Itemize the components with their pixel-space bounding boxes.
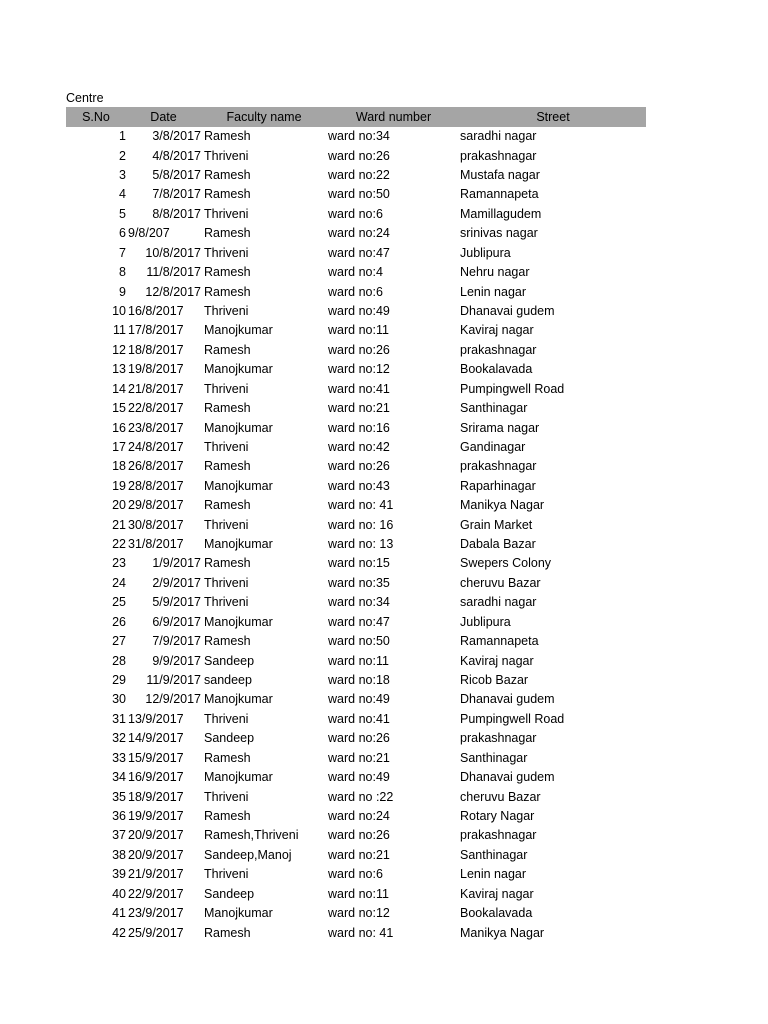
cell-date: 16/9/2017 (128, 770, 184, 785)
cell-ward: ward no:49 (328, 692, 390, 707)
table-row (66, 477, 646, 496)
cell-street: Gandinagar (460, 439, 526, 454)
cell-ward: ward no:34 (328, 595, 390, 610)
cell-street: Dhanavai gudem (460, 692, 555, 707)
cell-sno: 9 (119, 284, 126, 299)
table-row (66, 710, 646, 729)
cell-sno: 26 (112, 614, 126, 629)
cell-ward: ward no:22 (328, 168, 390, 183)
cell-faculty: Thriveni (204, 595, 249, 610)
table-row (66, 321, 646, 340)
cell-sno: 30 (112, 692, 126, 707)
cell-faculty: Thriveni (204, 245, 249, 260)
cell-street: Bookalavada (460, 906, 533, 921)
cell-date: 22/8/2017 (128, 401, 184, 416)
cell-faculty: Sandeep (204, 731, 255, 746)
cell-ward: ward no:6 (328, 206, 383, 221)
cell-sno: 20 (112, 498, 126, 513)
cell-ward: ward no:49 (328, 770, 390, 785)
cell-faculty: Ramesh (204, 925, 251, 940)
cell-street: prakashnagar (460, 148, 537, 163)
column-header-ward: Ward number (327, 107, 460, 127)
cell-street: Jublipura (460, 245, 511, 260)
cell-ward: ward no:24 (328, 226, 390, 241)
cell-date: 7/9/2017 (152, 634, 201, 649)
cell-date: 21/9/2017 (128, 867, 184, 882)
cell-street: Grain Market (460, 517, 533, 532)
cell-faculty: Ramesh (204, 750, 251, 765)
cell-faculty: Manojkumar (204, 906, 273, 921)
cell-date: 11/8/2017 (146, 265, 201, 280)
cell-date: 20/9/2017 (128, 828, 184, 843)
cell-faculty: Sandeep (204, 653, 255, 668)
cell-faculty: Thriveni (204, 575, 249, 590)
cell-street: Lenin nagar (460, 284, 527, 299)
cell-street: Ramannapeta (460, 187, 539, 202)
cell-faculty: Thriveni (204, 711, 249, 726)
cell-street: Dhanavai gudem (460, 304, 555, 318)
cell-date: 9/9/2017 (152, 653, 201, 668)
cell-sno: 33 (112, 750, 126, 765)
cell-ward: ward no:21 (328, 750, 390, 765)
cell-street: Santhinagar (460, 750, 528, 765)
cell-date: 17/8/2017 (128, 323, 184, 338)
cell-faculty: Manojkumar (204, 537, 273, 552)
column-header-date: Date (126, 107, 201, 127)
cell-ward: ward no:41 (328, 711, 390, 726)
cell-sno: 8 (119, 265, 126, 280)
cell-sno: 39 (112, 867, 126, 882)
cell-date: 18/9/2017 (128, 789, 184, 804)
cell-faculty: Ramesh (204, 342, 251, 357)
table-row (66, 399, 646, 418)
table-row (66, 807, 646, 826)
cell-street: prakashnagar (460, 459, 537, 474)
cell-faculty: Thriveni (204, 304, 249, 318)
table-row (66, 749, 646, 768)
cell-ward: ward no:26 (328, 459, 390, 474)
cell-ward: ward no:41 (328, 381, 390, 396)
cell-date: 21/8/2017 (128, 381, 184, 396)
cell-date: 4/8/2017 (152, 148, 201, 163)
cell-sno: 11 (113, 323, 126, 338)
cell-street: Santhinagar (460, 401, 528, 416)
cell-date: 31/8/2017 (128, 537, 184, 552)
cell-ward: ward no:47 (328, 245, 390, 260)
cell-ward: ward no:26 (328, 342, 390, 357)
cell-date: 9/8/207 (128, 226, 170, 241)
cell-faculty: Sandeep,Manoj (204, 847, 292, 862)
cell-ward: ward no:26 (328, 731, 390, 746)
table-row (66, 205, 646, 224)
cell-street: Dhanavai gudem (460, 770, 555, 785)
table-body (66, 127, 646, 943)
cell-faculty: Sandeep (204, 886, 255, 901)
cell-street: Bookalavada (460, 362, 533, 377)
cell-sno: 6 (119, 226, 126, 241)
table-row (66, 574, 646, 593)
cell-street: Swepers Colony (460, 556, 552, 571)
cell-ward: ward no:35 (328, 575, 390, 590)
cell-faculty: Manojkumar (204, 770, 273, 785)
cell-faculty: Manojkumar (204, 362, 273, 377)
cell-date: 14/9/2017 (128, 731, 184, 746)
cell-street: Ramannapeta (460, 634, 539, 649)
cell-street: Nehru nagar (460, 265, 530, 280)
cell-ward: ward no:11 (328, 323, 389, 338)
table-row (66, 671, 646, 690)
cell-sno: 35 (112, 789, 126, 804)
cell-date: 20/9/2017 (128, 847, 184, 862)
cell-sno: 2 (119, 148, 126, 163)
cell-sno: 24 (112, 575, 126, 590)
cell-street: Raparhinagar (460, 478, 536, 493)
cell-faculty: sandeep (204, 673, 252, 688)
table-row (66, 224, 646, 243)
cell-sno: 1 (119, 129, 126, 144)
table-row (66, 865, 646, 884)
cell-date: 12/8/2017 (145, 284, 201, 299)
cell-sno: 37 (112, 828, 126, 843)
cell-faculty: Ramesh (204, 498, 251, 513)
cell-sno: 15 (112, 401, 126, 416)
cell-faculty: Ramesh (204, 808, 251, 823)
cell-sno: 10 (112, 304, 126, 318)
cell-date: 15/9/2017 (128, 750, 184, 765)
cell-date: 19/8/2017 (128, 362, 184, 377)
cell-sno: 5 (119, 206, 126, 221)
table-row (66, 826, 646, 845)
cell-street: prakashnagar (460, 828, 537, 843)
cell-street: Kaviraj nagar (460, 323, 534, 338)
cell-ward: ward no:50 (328, 634, 390, 649)
table-row (66, 341, 646, 360)
cell-ward: ward no:34 (328, 129, 390, 144)
cell-date: 16/8/2017 (128, 304, 184, 318)
table-row (66, 244, 646, 263)
cell-ward: ward no:12 (328, 362, 390, 377)
table-row (66, 515, 646, 534)
cell-sno: 42 (112, 925, 126, 940)
cell-faculty: Thriveni (204, 789, 249, 804)
cell-sno: 31 (112, 711, 126, 726)
cell-date: 7/8/2017 (152, 187, 201, 202)
cell-street: Mustafa nagar (460, 168, 540, 183)
table-row (66, 613, 646, 632)
cell-faculty: Ramesh (204, 634, 251, 649)
cell-faculty: Thriveni (204, 148, 249, 163)
cell-faculty: Ramesh (204, 129, 251, 144)
table-row (66, 302, 646, 321)
cell-ward: ward no:15 (328, 556, 390, 571)
cell-street: saradhi nagar (460, 595, 537, 610)
cell-faculty: Thriveni (204, 867, 249, 882)
table-row (66, 904, 646, 923)
cell-date: 10/8/2017 (145, 245, 201, 260)
cell-street: Kaviraj nagar (460, 653, 534, 668)
cell-ward: ward no:11 (328, 653, 389, 668)
cell-street: Rotary Nagar (460, 808, 535, 823)
cell-date: 23/9/2017 (128, 906, 184, 921)
cell-street: Dabala Bazar (460, 537, 536, 552)
cell-sno: 32 (112, 731, 126, 746)
cell-ward: ward no:12 (328, 906, 390, 921)
cell-ward: ward no:11 (328, 886, 389, 901)
cell-sno: 17 (112, 439, 126, 454)
cell-ward: ward no:6 (328, 867, 383, 882)
cell-sno: 4 (119, 187, 126, 202)
cell-faculty: Ramesh,Thriveni (204, 828, 299, 843)
table-row (66, 457, 646, 476)
cell-sno: 21 (112, 517, 126, 532)
cell-sno: 28 (112, 653, 126, 668)
cell-ward: ward no:26 (328, 148, 390, 163)
cell-date: 19/9/2017 (128, 808, 184, 823)
cell-street: Jublipura (460, 614, 511, 629)
cell-faculty: Ramesh (204, 168, 251, 183)
cell-ward: ward no:16 (328, 420, 390, 435)
column-header-faculty: Faculty name (201, 107, 327, 127)
cell-sno: 38 (112, 847, 126, 862)
cell-sno: 22 (112, 537, 126, 552)
header-row (66, 107, 646, 127)
cell-street: cheruvu Bazar (460, 575, 541, 590)
cell-ward: ward no:18 (328, 673, 390, 688)
cell-ward: ward no:24 (328, 808, 390, 823)
cell-faculty: Ramesh (204, 459, 251, 474)
cell-ward: ward no:43 (328, 478, 390, 493)
cell-street: Pumpingwell Road (460, 381, 565, 396)
table-row (66, 651, 646, 670)
cell-sno: 3 (119, 168, 126, 183)
cell-sno: 34 (112, 770, 126, 785)
cell-ward: ward no:47 (328, 614, 390, 629)
cell-sno: 29 (112, 673, 126, 688)
cell-sno: 16 (112, 420, 126, 435)
cell-sno: 12 (112, 342, 126, 357)
cell-street: saradhi nagar (460, 129, 537, 144)
cell-faculty: Manojkumar (204, 478, 273, 493)
cell-ward: ward no: 41 (328, 925, 394, 940)
cell-date: 12/9/2017 (145, 692, 201, 707)
cell-date: 6/9/2017 (152, 614, 201, 629)
cell-date: 11/9/2017 (146, 673, 201, 688)
cell-ward: ward no:21 (328, 401, 390, 416)
cell-faculty: Manojkumar (204, 323, 273, 338)
table-row (66, 360, 646, 379)
cell-street: cheruvu Bazar (460, 789, 541, 804)
cell-faculty: Thriveni (204, 381, 249, 396)
cell-street: Santhinagar (460, 847, 528, 862)
cell-faculty: Manojkumar (204, 614, 273, 629)
cell-ward: ward no: 13 (328, 537, 394, 552)
cell-street: Lenin nagar (460, 867, 527, 882)
cell-faculty: Thriveni (204, 206, 249, 221)
cell-faculty: Manojkumar (204, 692, 273, 707)
cell-ward: ward no:26 (328, 828, 390, 843)
column-header-street: Street (460, 107, 646, 127)
cell-street: prakashnagar (460, 342, 537, 357)
table-row (66, 282, 646, 301)
centre-table (66, 107, 646, 943)
cell-ward: ward no: 16 (328, 517, 394, 532)
cell-street: Mamillagudem (460, 206, 542, 221)
table-row (66, 379, 646, 398)
cell-street: Ricob Bazar (460, 673, 529, 688)
cell-date: 25/9/2017 (128, 925, 184, 940)
cell-ward: ward no:21 (328, 847, 390, 862)
cell-sno: 41 (112, 906, 126, 921)
table-row (66, 884, 646, 903)
table-row (66, 923, 646, 942)
cell-street: Kaviraj nagar (460, 886, 534, 901)
cell-sno: 40 (112, 886, 126, 901)
table-row (66, 554, 646, 573)
cell-ward: ward no:6 (328, 284, 383, 299)
cell-date: 28/8/2017 (128, 478, 184, 493)
cell-ward: ward no :22 (328, 789, 394, 804)
cell-faculty: Ramesh (204, 226, 251, 241)
cell-date: 24/8/2017 (128, 439, 184, 454)
cell-sno: 7 (119, 245, 126, 260)
cell-date: 30/8/2017 (128, 517, 184, 532)
cell-faculty: Manojkumar (204, 420, 273, 435)
cell-faculty: Ramesh (204, 401, 251, 416)
table-row (66, 146, 646, 165)
table-row (66, 593, 646, 612)
cell-sno: 23 (112, 556, 126, 571)
table-row (66, 438, 646, 457)
cell-sno: 18 (112, 459, 126, 474)
cell-date: 29/8/2017 (128, 498, 184, 513)
cell-date: 5/9/2017 (152, 595, 201, 610)
cell-date: 22/9/2017 (128, 886, 184, 901)
cell-sno: 13 (112, 362, 126, 377)
sheet-title: Centre (66, 91, 104, 105)
cell-sno: 36 (112, 808, 126, 823)
cell-ward: ward no:4 (328, 265, 383, 280)
cell-date: 23/8/2017 (128, 420, 184, 435)
cell-date: 26/8/2017 (128, 459, 184, 474)
table-row (66, 166, 646, 185)
table-row (66, 632, 646, 651)
cell-ward: ward no:49 (328, 304, 390, 318)
cell-date: 3/8/2017 (152, 129, 201, 144)
cell-sno: 25 (112, 595, 126, 610)
cell-street: Pumpingwell Road (460, 711, 565, 726)
cell-date: 8/8/2017 (152, 206, 201, 221)
cell-date: 5/8/2017 (152, 168, 201, 183)
cell-ward: ward no:50 (328, 187, 390, 202)
column-header-sno: S.No (66, 107, 126, 127)
cell-faculty: Thriveni (204, 439, 249, 454)
table-row (66, 768, 646, 787)
table-row (66, 185, 646, 204)
cell-ward: ward no:42 (328, 439, 390, 454)
cell-date: 1/9/2017 (152, 556, 201, 571)
cell-street: Manikya Nagar (460, 498, 545, 513)
cell-sno: 14 (112, 381, 126, 396)
table-row (66, 263, 646, 282)
cell-ward: ward no: 41 (328, 498, 394, 513)
cell-sno: 19 (112, 478, 126, 493)
cell-faculty: Thriveni (204, 517, 249, 532)
cell-street: srinivas nagar (460, 226, 538, 241)
table-row (66, 729, 646, 748)
cell-street: prakashnagar (460, 731, 537, 746)
cell-faculty: Ramesh (204, 187, 251, 202)
table-row (66, 846, 646, 865)
cell-street: Srirama nagar (460, 420, 540, 435)
table-row (66, 496, 646, 515)
cell-faculty: Ramesh (204, 284, 251, 299)
table-row (66, 418, 646, 437)
table-row (66, 787, 646, 806)
table-row (66, 535, 646, 554)
cell-sno: 27 (112, 634, 126, 649)
table-row (66, 690, 646, 709)
cell-faculty: Ramesh (204, 265, 251, 280)
cell-faculty: Ramesh (204, 556, 251, 571)
cell-date: 2/9/2017 (152, 575, 201, 590)
table-row (66, 127, 646, 146)
cell-date: 18/8/2017 (128, 342, 184, 357)
cell-date: 13/9/2017 (128, 711, 184, 726)
cell-street: Manikya Nagar (460, 925, 545, 940)
